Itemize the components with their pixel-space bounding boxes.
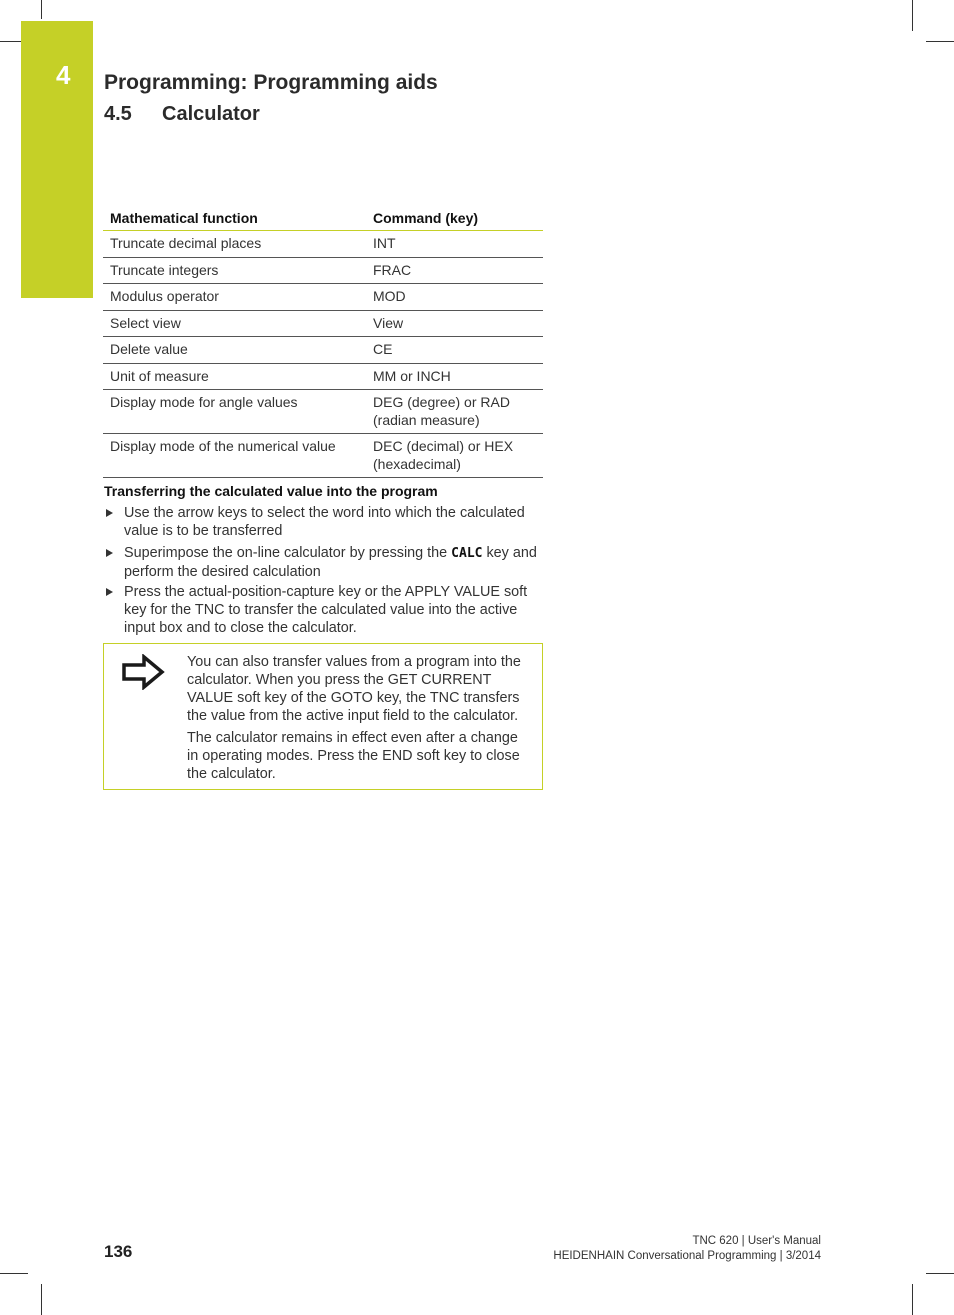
table-row — [103, 231, 543, 258]
table-cell: FRAC — [366, 257, 543, 284]
crop-mark — [926, 1273, 954, 1274]
table-row — [103, 434, 543, 478]
column-header: Mathematical function — [103, 207, 366, 231]
table-row — [103, 310, 543, 337]
step-text: Use the arrow keys to select the word into which the calculated value is to be transferred — [124, 505, 525, 539]
instruction-step — [104, 504, 544, 540]
arrow-right-icon — [121, 654, 165, 690]
table-cell: MOD — [366, 284, 543, 311]
note-box — [103, 643, 543, 790]
table-cell: CE — [366, 337, 543, 364]
footer-line: HEIDENHAIN Conversational Programming | 3/2014 — [553, 1249, 821, 1262]
table-cell: Unit of measure — [103, 363, 366, 390]
table-row — [103, 337, 543, 364]
note-paragraph: The calculator remains in effect even after a change in operating modes. Press the END soft key to close the calculator. — [187, 730, 520, 782]
section-title: Calculator — [162, 103, 260, 125]
note-paragraph: You can also transfer values from a program into the calculator. When you press the GET CURRENT VALUE soft key of the GOTO key, the TNC transfers the value from the active input field to the calculator. — [187, 654, 521, 724]
crop-mark — [912, 1284, 913, 1315]
table-cell: View — [366, 310, 543, 337]
table-cell: Modulus operator — [103, 284, 366, 311]
table-cell: Truncate decimal places — [103, 231, 366, 258]
chapter-title: Programming: Programming aids — [104, 71, 438, 94]
footer-line: TNC 620 | User's Manual — [692, 1235, 821, 1247]
table-cell: Delete value — [103, 337, 366, 364]
crop-mark — [41, 0, 42, 19]
transfer-heading: Transferring the calculated value into the program — [104, 483, 438, 499]
step-text-part: Superimpose the on-line calculator by pressing the — [124, 545, 452, 561]
crop-mark — [0, 1273, 28, 1274]
table-cell: DEG (degree) or RAD (radian measure) — [366, 390, 543, 434]
table-cell: Display mode of the numerical value — [103, 434, 366, 478]
table-row — [103, 363, 543, 390]
bullet-triangle-icon — [106, 588, 113, 596]
table-cell: Display mode for angle values — [103, 390, 366, 434]
step-text-part: key and perform the desired calculation — [124, 545, 537, 580]
calc-key: CALC — [451, 546, 483, 561]
column-header: Command (key) — [366, 207, 543, 231]
table-row — [103, 284, 543, 311]
section-number: 4.5 — [104, 103, 132, 125]
instruction-step — [104, 583, 544, 637]
bullet-triangle-icon — [106, 509, 113, 517]
table-cell: MM or INCH — [366, 363, 543, 390]
table-row — [103, 257, 543, 284]
step-text — [124, 544, 544, 581]
crop-mark — [0, 41, 21, 42]
crop-mark — [926, 41, 954, 42]
table-cell: Truncate integers — [103, 257, 366, 284]
instruction-step — [104, 544, 544, 581]
page-number: 136 — [104, 1242, 133, 1261]
step-text: Press the actual-position-capture key or the APPLY VALUE soft key for the TNC to transfer the calculated value into the active input box and to close the calculator. — [124, 584, 528, 636]
crop-mark — [912, 0, 913, 31]
function-table — [103, 207, 543, 478]
table-cell: INT — [366, 231, 543, 258]
table-header-row — [103, 207, 543, 231]
table-cell: DEC (decimal) or HEX (hexadecimal) — [366, 434, 543, 478]
chapter-number: 4 — [56, 60, 71, 90]
bullet-triangle-icon — [106, 549, 113, 557]
crop-mark — [41, 1284, 42, 1315]
table-cell: Select view — [103, 310, 366, 337]
table-row — [103, 390, 543, 434]
footer-info — [553, 1234, 821, 1263]
note-text — [187, 653, 532, 787]
